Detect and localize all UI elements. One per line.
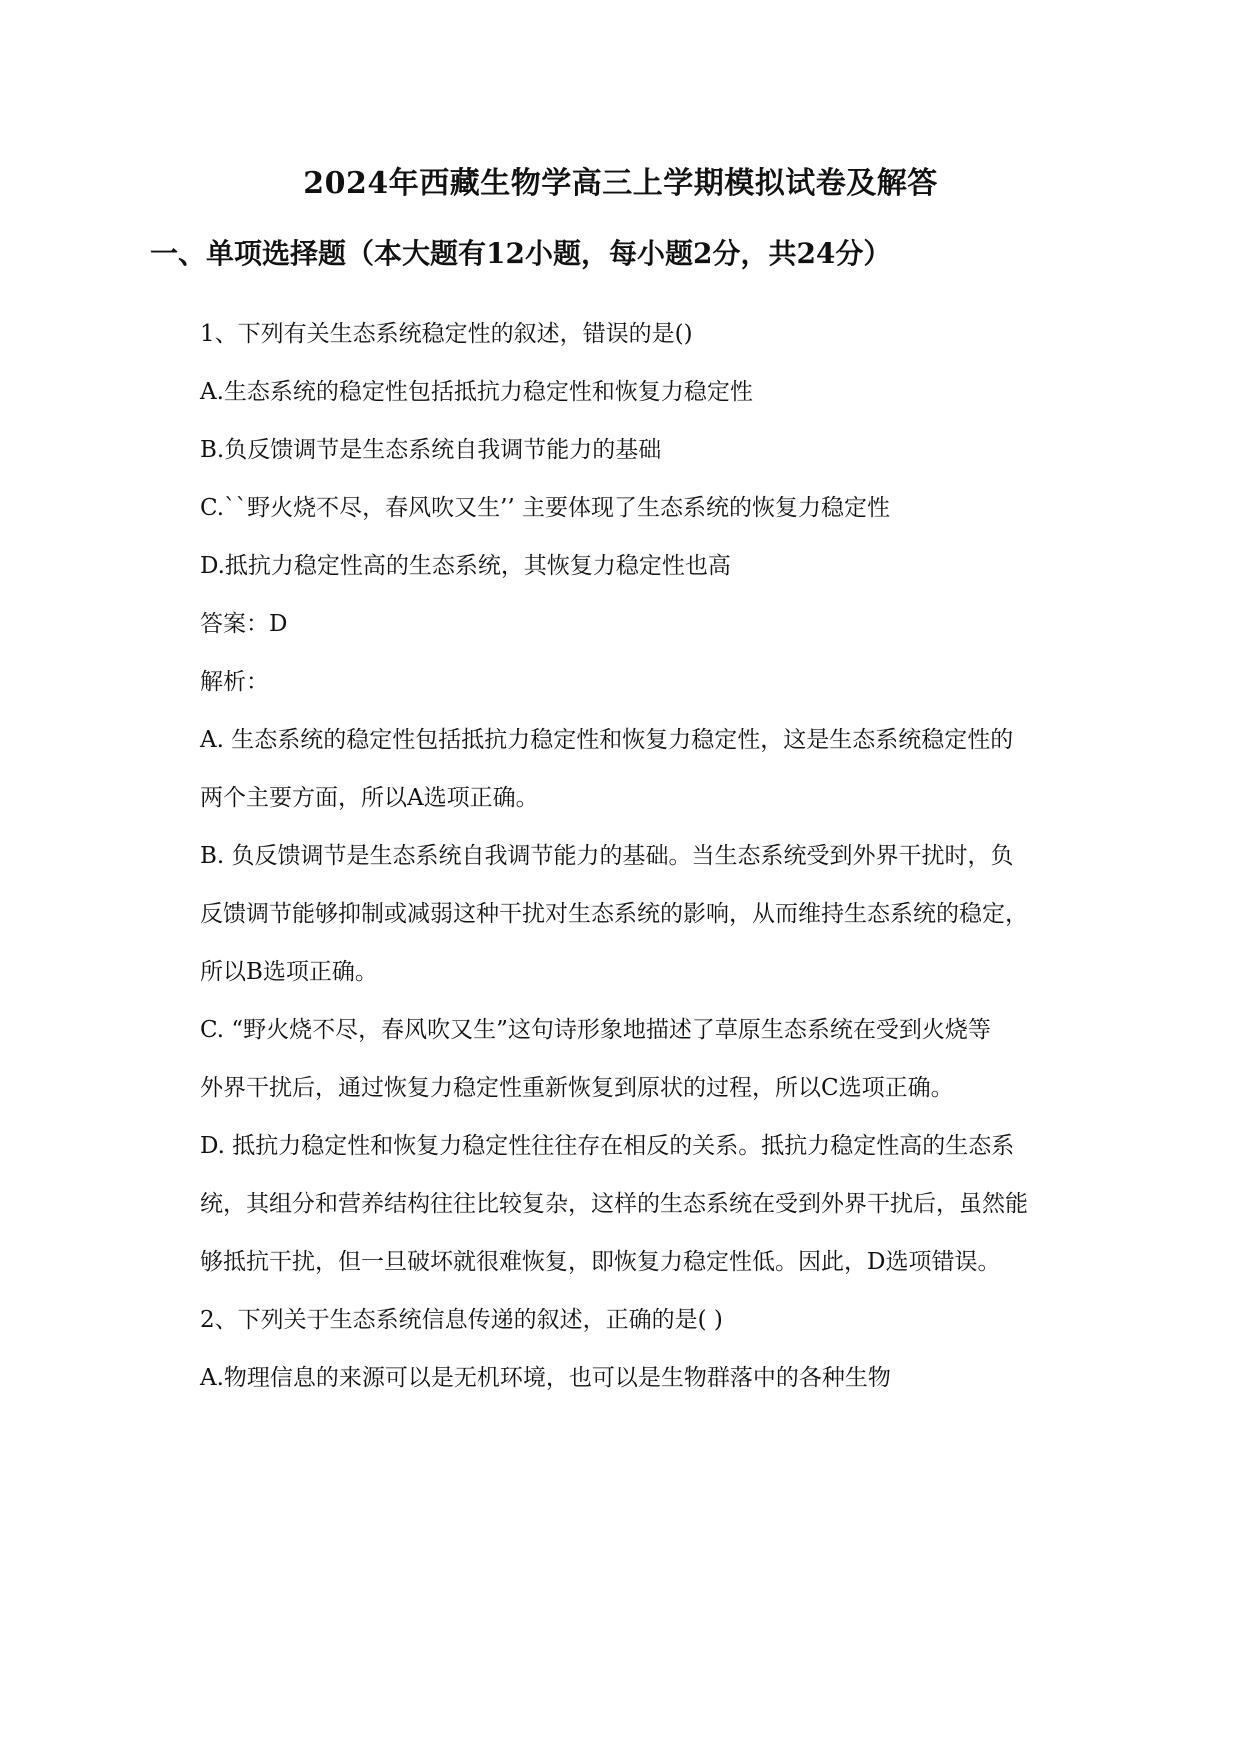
analysis-line: 统，其组分和营养结构往往比较复杂，这样的生态系统在受到外界干扰后，虽然能 bbox=[200, 1191, 1028, 1217]
section-heading: 一、单项选择题（本大题有12小题，每小题2分，共24分） bbox=[150, 237, 892, 270]
analysis-line: C. “野火烧不尽，春风吹又生”这句诗形象地描述了草原生态系统在受到火烧等 bbox=[200, 1017, 991, 1043]
question-1-analysis-label: 解析： bbox=[200, 669, 269, 695]
question-1-stem: 1、下列有关生态系统稳定性的叙述，错误的是() bbox=[200, 321, 693, 347]
analysis-line: 够抵抗干扰，但一旦破坏就很难恢复，即恢复力稳定性低。因此，D选项错误。 bbox=[200, 1249, 1001, 1275]
analysis-line: 所以B选项正确。 bbox=[200, 959, 378, 985]
analysis-line: D. 抵抗力稳定性和恢复力稳定性往往存在相反的关系。抵抗力稳定性高的生态系 bbox=[200, 1133, 1015, 1159]
question-1-answer: 答案：D bbox=[200, 611, 288, 637]
question-2-stem: 2、下列关于生态系统信息传递的叙述，正确的是( ) bbox=[200, 1307, 723, 1333]
analysis-line: A. 生态系统的稳定性包括抵抗力稳定性和恢复力稳定性，这是生态系统稳定性的 bbox=[200, 727, 1014, 753]
document-title: 2024年西藏生物学高三上学期模拟试卷及解答 bbox=[303, 166, 938, 201]
analysis-line: B. 负反馈调节是生态系统自我调节能力的基础。当生态系统受到外界干扰时，负 bbox=[200, 843, 1014, 869]
question-2-option-a: A.物理信息的来源可以是无机环境，也可以是生物群落中的各种生物 bbox=[200, 1365, 891, 1391]
question-1-option-c: C.``野火烧不尽，春风吹又生’’ 主要体现了生态系统的恢复力稳定性 bbox=[200, 495, 891, 521]
question-1-option-d: D.抵抗力稳定性高的生态系统，其恢复力稳定性也高 bbox=[200, 553, 731, 579]
question-1-option-a: A.生态系统的稳定性包括抵抗力稳定性和恢复力稳定性 bbox=[200, 379, 753, 405]
analysis-line: 外界干扰后，通过恢复力稳定性重新恢复到原状的过程，所以C选项正确。 bbox=[200, 1075, 954, 1101]
question-1-option-b: B.负反馈调节是生态系统自我调节能力的基础 bbox=[200, 437, 662, 463]
analysis-line: 两个主要方面，所以A选项正确。 bbox=[200, 785, 539, 811]
analysis-line: 反馈调节能够抑制或减弱这种干扰对生态系统的影响，从而维持生态系统的稳定， bbox=[200, 901, 1028, 927]
